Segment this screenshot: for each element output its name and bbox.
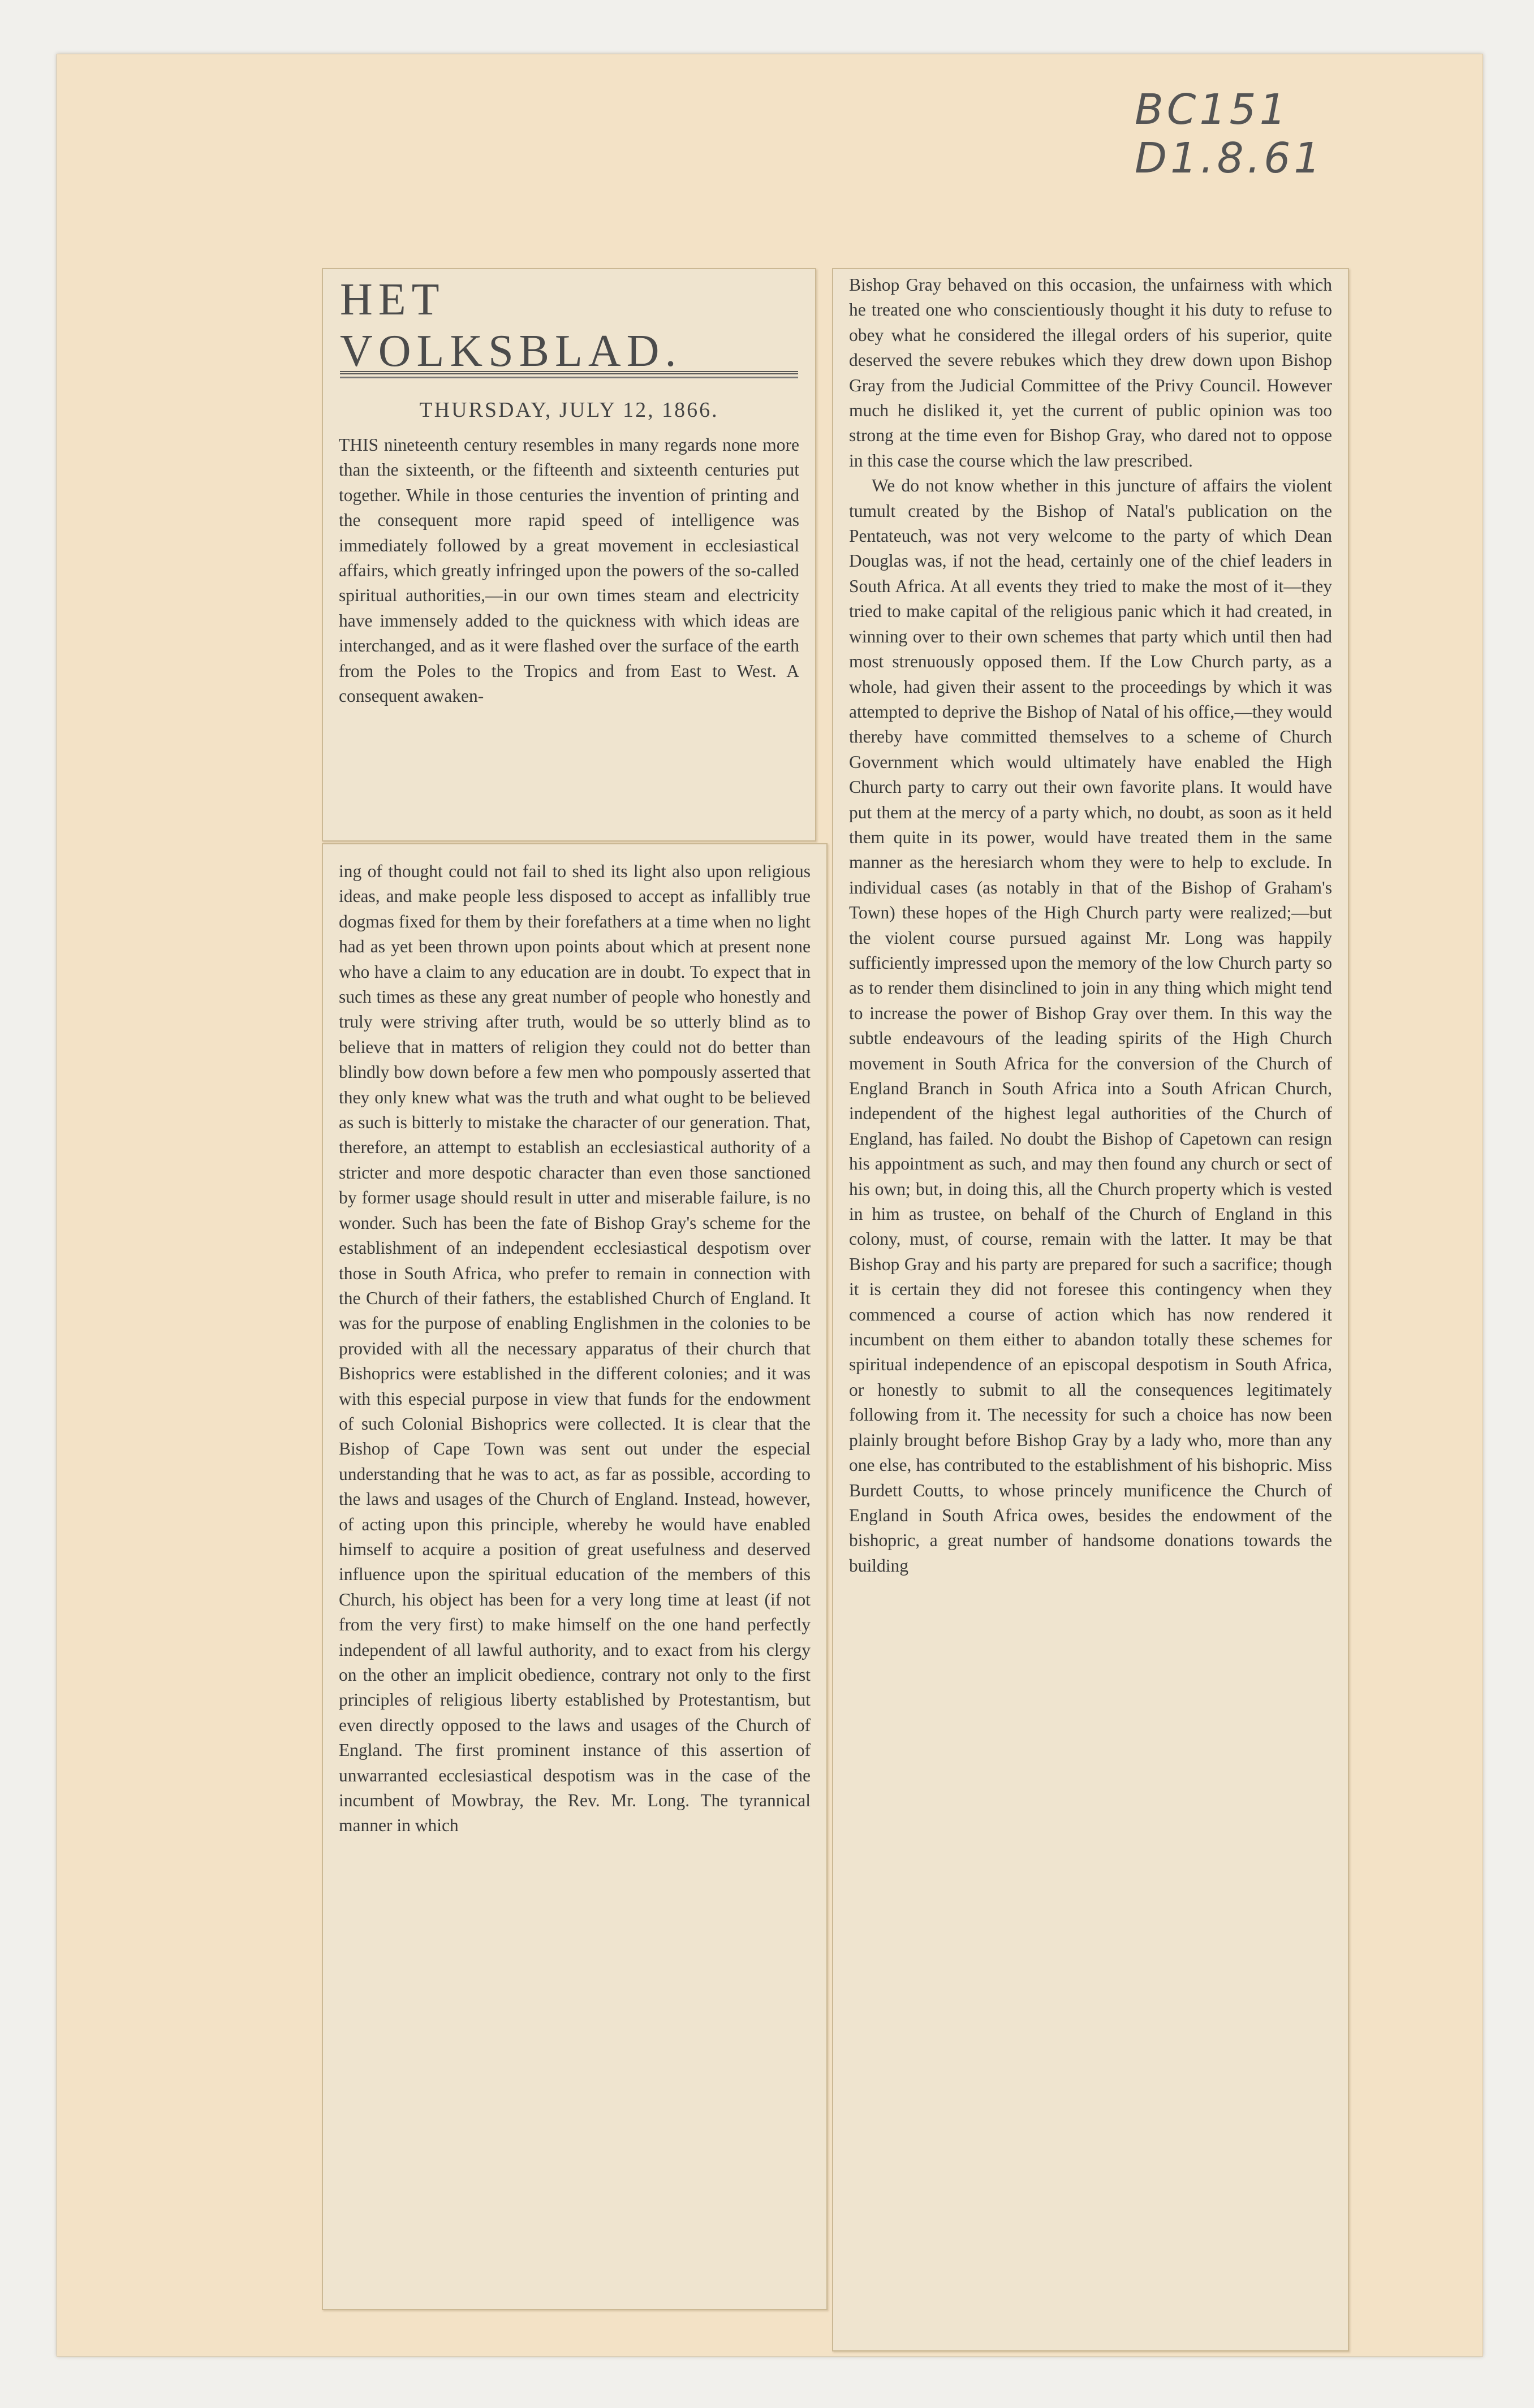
clipping-column-3 [832,268,1349,2351]
article-paragraph: ing of thought could not fail to shed its light also upon religious ideas, and make people less disposed to accept as infallibly true dogmas fixed for them by their forefathers at a time when no light had as yet been thrown upon points about which at present none who have a claim to any education are in doubt. To expect that in such times as these any great number of people who honestly and truly were striving after truth, would be so utterly blind as to believe that in matters of religion they could not do better than blindly bow down before a few men who pompously asserted that they only knew what was the truth and what ought to be believed as such is bitterly to mistake the character of our generation. That, therefore, an attempt to establish an ecclesiastical authority of a stricter and more despotic character than even those sanctioned by former usage should result in utter and miserable failure, is no wonder. Such has been the fate of Bishop Gray's scheme for the establishment of an independent ecclesiastical despotism over those in South Africa, who prefer to remain in connection with the Church of their fathers, the established Church of England. It was for the purpose of enabling Englishmen in the colonies to be provided with all the necessary apparatus of their church that Bishoprics were established in the different colonies; and it was with this especial purpose in view that funds for the endowment of such Colonial Bishoprics were collected. It is clear that the Bishop of Cape Town was sent out under the especial understanding that he was to act, as far as possible, according to the laws and usages of the Church of England. Instead, however, of acting upon this principle, whereby he would have enabled himself to acquire a position of great usefulness and deserved influence upon the spiritual education of the members of this Church, his object has been for a very long time at least (if not from the very first) to make himself on the one hand perfectly independent of all lawful authority, and to exact from his clergy on the other an implicit obedience, contrary not only to the first principles of religious liberty established by Protestantism, but even directly opposed to the laws and usages of the Church of England. The first prominent instance of this assertion of unwarranted ecclesiastical despotism was in the case of the incumbent of Mowbray, the Rev. Mr. Long. The tyrannical manner in which [339,861,811,1836]
article-body-col1 [339,433,799,709]
masthead-rule [340,377,798,382]
clipping-column-1 [322,268,816,841]
masthead-title: HET VOLKSBLAD. [340,275,682,376]
dateline: THURSDAY, JULY 12, 1866. [419,398,719,422]
clipping-column-2 [322,843,828,2310]
newspaper-masthead [340,275,798,376]
article-paragraph: THIS nineteenth century resembles in many regards none more than the sixteenth, or the fifteenth and sixteenth centuries put together. While in those centuries the invention of printing and the consequent more rapid speed of intelligence was immediately followed by a great movement in ecclesiastical affairs, which greatly infringed upon the powers of the so-called spiritual authorities,—in our own times steam and electricity have immensely added to the quickness with which ideas are interchanged, and as it were flashed over the surface of the earth from the Poles to the Tropics and from East to West. A consequent awaken- [339,435,799,706]
article-body-col3 [849,273,1332,1578]
mounting-sheet [57,54,1483,2357]
article-body-col2 [339,859,811,1839]
article-paragraph: We do not know whether in this juncture of affairs the violent tumult created by the Bishop of Natal's publication on the Pentateuch, was not very welcome to the party of which Dean Douglas was, if not the head, certainly one of the chief leaders in South Africa. At all events they tried to make the most of it—they tried to make capital of the religious panic which it had created, in winning over to their own schemes that party which until then had most strenuously opposed them. If the Low Church party, as a whole, had given their assent to the proceedings by which it was attempted to deprive the Bishop of Natal of his office,—they would thereby have committed themselves to a scheme of Church Government which would ultimately have enabled the High Church party to carry out their own favorite plans. It would have put them at the mercy of a party which, no doubt, as soon as it held them quite in its power, would have treated them in the same manner as the heresiarch whom they were to help to exclude. In individual cases (as notably in that of the Bishop of Graham's Town) these hopes of the High Church party were realized;—but the violent course pursued against Mr. Long was happily sufficiently impressed upon the memory of the low Church party so as to render them disinclined to join in any thing which might tend to increase the power of Bishop Gray over them. In this way the subtle endeavours of the leading spirits of the High Church movement in South Africa for the conversion of the Church of England Branch in South Africa into a South African Church, independent of the highest legal authorities of the Church of England, has failed. No doubt the Bishop of Capetown can resign his appointment as such, and may then found any church or sect of his own; but, in doing this, all the Church property which is vested in him as trustee, on behalf of the Church of England in this colony, must, of course, remain with the latter. It may be that Bishop Gray and his party are prepared for such a sacrifice; though it is certain they did not foresee this contingency when they commenced a course of action which has now rendered it incumbent on them either to abandon totally these schemes for spiritual independence of an episcopal despotism in South Africa, or honestly to submit to all the consequences legitimately following from it. The necessity for such a choice has now been plainly brought before Bishop Gray by a lady who, more than any one else, has contributed to the establishment of his bishopric. Miss Burdett Coutts, to whose princely munificence the Church of England in South Africa owes, besides the endowment of the bishopric, a great number of handsome donations towards the building [849,476,1332,1576]
article-paragraph: Bishop Gray behaved on this occasion, the unfairness with which he treated one who conscientiously thought it his duty to refuse to obey what he considered the illegal orders of his superior, quite deserved the severe rebukes which they drew down upon Bishop Gray from the Judicial Committee of the Privy Council. However much he disliked it, yet the current of public opinion was too strong at the time even for Bishop Gray, who dared not to oppose in this case the course which the law prescribed. [849,275,1332,471]
archive-reference: BC151 D1.8.61 [1135,85,1324,183]
